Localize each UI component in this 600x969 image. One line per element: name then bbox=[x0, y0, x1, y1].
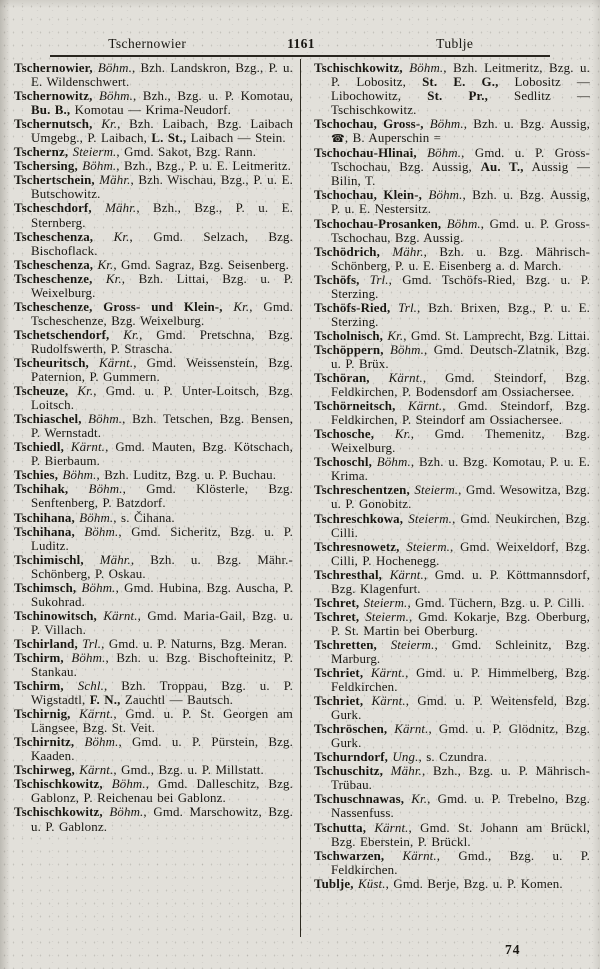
entry-headword: Tschirm, bbox=[14, 650, 64, 665]
gazetteer-entry bbox=[14, 637, 293, 651]
gazetteer-entry bbox=[14, 412, 293, 440]
entry-headword: Tschihana, bbox=[14, 524, 75, 539]
crownland-abbrev: Böhm. bbox=[74, 524, 119, 539]
entry-headword: Tschihana, bbox=[14, 510, 75, 525]
entry-text: , Gmd. Maria-Gail, Bzg. u. P. Villach. bbox=[31, 608, 293, 637]
entry-headword: Tschret, bbox=[314, 609, 360, 624]
crownland-abbrev: Böhm. bbox=[68, 482, 123, 497]
crownland-abbrev: Böhm. bbox=[422, 188, 463, 203]
crownland-abbrev: Steierm. bbox=[359, 595, 408, 610]
entry-headword: Tschörneitsch, bbox=[314, 399, 396, 414]
entry-text: , Gmd. u. P. Köttmannsdorf, Bzg. Klagenfurt. bbox=[331, 567, 590, 596]
crownland-abbrev: Kärnt. bbox=[70, 707, 114, 722]
entry-headword: Tscheschenza, bbox=[14, 257, 94, 272]
entry-text: , Gmd. u. P. Glödnitz, Bzg. Gurk. bbox=[331, 722, 590, 751]
entry-text: , Bzh., Bzg., P. u. E. Leitmeritz. bbox=[116, 159, 291, 174]
gazetteer-entry bbox=[14, 651, 293, 679]
entry-headword: Tschiaschel, bbox=[14, 412, 82, 427]
gazetteer-entry bbox=[314, 399, 590, 427]
entry-text: , Gmd. St. Johann am Brückl, Bzg. Eberstein, P. Brückl. bbox=[331, 820, 590, 849]
crownland-abbrev: Kr. bbox=[68, 384, 94, 399]
entry-text: , Bzh. u. Bzg. Aussig, P. u. E. Nestersitz. bbox=[331, 188, 590, 217]
gazetteer-entry bbox=[314, 427, 590, 455]
gazetteer-entry bbox=[314, 722, 590, 750]
gazetteer-entry bbox=[14, 679, 293, 707]
entry-text: , Gmd. Steindorf, Bzg. Feldkirchen, P. Bodensdorf am Ossiachersee. bbox=[331, 371, 590, 400]
gazetteer-entry bbox=[314, 877, 590, 891]
entry-text: , Gmd., Bzg. u. P. Millstatt. bbox=[113, 763, 264, 778]
entry-headword: Tschresnowetz, bbox=[314, 539, 400, 554]
crownland-abbrev: Mähr. bbox=[383, 764, 422, 779]
entry-text: , Bzh. Wischau, Bzg., P. u. E. Butschowitz. bbox=[31, 173, 294, 202]
entry-text: , Gmd. u. P. Himmelberg, Bzg. Feldkirchen. bbox=[331, 666, 590, 695]
railway-abbrev: Bu. B., bbox=[31, 103, 71, 118]
crownland-abbrev: Böhm. bbox=[383, 342, 424, 357]
gazetteer-entry bbox=[14, 230, 293, 258]
gazetteer-entry bbox=[14, 159, 293, 173]
crownland-abbrev: Mähr. bbox=[83, 552, 131, 567]
crownland-abbrev: Steierm. bbox=[359, 609, 409, 624]
telephone-icon: ☎ bbox=[331, 132, 345, 146]
entry-headword: Tschernowier, bbox=[14, 61, 93, 75]
entry-text: , Bzh. u. Bzg. Mährisch-Schönberg, P. u. E. Eisenberg a. d. March. bbox=[331, 244, 590, 273]
crownland-abbrev: Böhm. bbox=[76, 580, 116, 595]
entry-headword: Tschersing, bbox=[14, 159, 78, 174]
entry-text: , Gmd. u. P. Gross-Tschochau, Bzg. Aussig, bbox=[331, 146, 590, 175]
entry-headword: Tschochau-Hlinai, bbox=[314, 146, 417, 161]
crownland-abbrev: Böhm. bbox=[423, 117, 464, 132]
entry-text: , Gmd. Wesowitza, Bzg. u. P. Gonobitz. bbox=[331, 483, 590, 512]
running-header bbox=[55, 36, 547, 52]
entry-headword: Tschies, bbox=[14, 468, 59, 483]
railway-abbrev: Au. T., bbox=[480, 160, 524, 175]
entry-text: , Gmd. Kokarje, Bzg. Oberburg, P. St. Martin bei Oberburg. bbox=[331, 609, 590, 638]
entry-text: , Gmd. Deutsch-Zlatnik, Bzg. u. P. Brüx. bbox=[331, 342, 590, 371]
crownland-abbrev: Kärnt. bbox=[363, 694, 406, 709]
crownland-abbrev: Steierm. bbox=[376, 637, 435, 652]
entry-text: Lobositz — Libochowitz, bbox=[331, 75, 590, 104]
entry-text: , B. Auperschin = bbox=[344, 131, 442, 146]
entry-text: , Bzh. Tetschen, Bzg. Bensen, P. Wernstadt. bbox=[31, 412, 293, 441]
gazetteer-entry bbox=[314, 568, 590, 596]
gazetteer-entry bbox=[14, 805, 293, 833]
gazetteer-entry bbox=[314, 371, 590, 399]
entry-text: , Gmd. Weissenstein, Bzg. Paternion, P. Gummern. bbox=[31, 355, 293, 385]
entry-text: , Bzh., Bzg., P. u. E. Sternberg. bbox=[31, 201, 293, 230]
header-rule bbox=[50, 55, 550, 57]
entry-text: , Gmd. Themenitz, Bzg. Weixelburg. bbox=[331, 427, 591, 456]
crownland-abbrev: Kr. bbox=[383, 328, 404, 343]
header-keyword-left: Tschernowier bbox=[108, 36, 187, 51]
gazetteer-entry bbox=[314, 245, 590, 273]
gazetteer-entry bbox=[14, 328, 293, 356]
crownland-abbrev: Böhm. bbox=[102, 805, 144, 820]
entry-headword: Tschuschitz, bbox=[314, 764, 384, 779]
page-number: 1161 bbox=[287, 36, 315, 51]
entry-headword: Tschimischl, bbox=[14, 552, 84, 567]
entry-text: Laibach — Stein. bbox=[186, 131, 286, 146]
crownland-abbrev: Schl. bbox=[63, 679, 104, 694]
entry-headword: Tschreschentzen, bbox=[314, 483, 410, 498]
entry-text: , Gmd. u. P. Gross-Tschochau, Bzg. Aussig. bbox=[331, 216, 590, 245]
gazetteer-entry bbox=[314, 273, 590, 301]
gazetteer-entry bbox=[314, 117, 590, 146]
gazetteer-entry bbox=[14, 61, 293, 89]
signature-number: 74 bbox=[505, 942, 521, 957]
entry-text: , Bzh. u. Bzg. Mähr.-Schönberg, P. Oskau. bbox=[31, 552, 294, 581]
entry-text: , Bzh. Troppau, Bzg. u. P. Wigstadtl, bbox=[31, 679, 293, 708]
entry-headword: Tscheschenza, bbox=[14, 229, 94, 244]
crownland-abbrev: Kärnt. bbox=[369, 371, 423, 386]
entry-headword: Tschochau, Klein-, bbox=[314, 188, 423, 203]
railway-abbrev: St. E. G., bbox=[422, 75, 499, 90]
entry-text: , Bzh. Leitmeritz, Bzg. u. P. Lobositz, bbox=[331, 61, 591, 90]
crownland-abbrev: Böhm. bbox=[63, 650, 106, 665]
gazetteer-entry bbox=[14, 300, 293, 328]
gazetteer-entry bbox=[14, 581, 293, 609]
entry-text: , Gmd. Hubina, Bzg. Auscha, P. Sukohrad. bbox=[31, 580, 293, 609]
entry-headword: Tschret, bbox=[314, 595, 360, 610]
entry-headword: Tschernowitz, bbox=[14, 89, 93, 104]
gazetteer-entry bbox=[14, 173, 293, 201]
entry-headword: Tschirnig, bbox=[14, 707, 71, 722]
entry-text: , Bzh. Landskron, Bzg., P. u. E. Wildenschwert. bbox=[31, 61, 294, 90]
entry-text: , Gmd. Weixeldorf, Bzg. Cilli, P. Hochenegg. bbox=[331, 539, 590, 568]
crownland-abbrev: Böhm. bbox=[416, 146, 462, 161]
crownland-abbrev: Böhm. bbox=[102, 777, 146, 792]
crownland-abbrev: Kärnt. bbox=[74, 763, 114, 778]
entry-headword: Tschresthal, bbox=[314, 567, 383, 582]
entry-headword: Tschröschen, bbox=[314, 722, 388, 737]
crownland-abbrev: Böhm. bbox=[402, 61, 444, 75]
crownland-abbrev: Kr. bbox=[222, 299, 250, 314]
entry-text: , Gmd. Tscheschenze, Bzg. Weixelburg. bbox=[31, 299, 293, 328]
gazetteer-entry bbox=[14, 145, 293, 159]
entry-headword: Tschwarzen, bbox=[314, 848, 385, 863]
crownland-abbrev: Kr. bbox=[92, 271, 122, 286]
gazetteer-entry bbox=[314, 61, 590, 117]
entry-headword: Tscheuze, bbox=[14, 384, 69, 399]
entry-headword: Tschetschendorf, bbox=[14, 327, 110, 342]
gazetteer-entry bbox=[314, 666, 590, 694]
gazetteer-entry bbox=[314, 343, 590, 371]
entry-text: , s. Czundra. bbox=[418, 750, 488, 765]
crownland-abbrev: Mähr. bbox=[91, 201, 137, 216]
entry-text: Zauchtl — Bautsch. bbox=[120, 693, 234, 708]
entry-text: , Gmd. Steindorf, Bzg. Feldkirchen, P. Steindorf am Ossiachersee. bbox=[331, 399, 590, 428]
gazetteer-entry bbox=[14, 777, 293, 805]
entry-text: , Gmd. u. P. Trebelno, Bzg. Nassenfuss. bbox=[331, 792, 590, 821]
entry-headword: Tschoschl, bbox=[314, 455, 372, 470]
crownland-abbrev: Kr. bbox=[93, 229, 130, 244]
entry-headword: Tschirland, bbox=[14, 636, 78, 651]
entry-text: , Gmd., Bzg. u. P. Feldkirchen. bbox=[331, 848, 590, 877]
entry-headword: Tschinowitsch, bbox=[14, 608, 97, 623]
entry-text: , Bzh., Bzg. u. P. Komotau, bbox=[133, 89, 293, 104]
gazetteer-entry bbox=[314, 610, 590, 638]
entry-headword: Tschöfs, bbox=[314, 272, 360, 287]
crownland-abbrev: Ung. bbox=[388, 750, 419, 765]
entry-headword: Tschöppern, bbox=[314, 342, 384, 357]
entry-headword: Tschimsch, bbox=[14, 580, 77, 595]
entry-text: , Bzh. u. Bzg. Aussig, bbox=[463, 117, 590, 132]
entry-headword: Tschirm, bbox=[14, 679, 64, 694]
gazetteer-entry bbox=[14, 482, 293, 510]
crownland-abbrev: Mähr. bbox=[380, 244, 424, 259]
crownland-abbrev: Steierm. bbox=[68, 145, 117, 160]
entry-text: , Bzh. Luditz, Bzg. u. P. Buchau. bbox=[96, 468, 277, 483]
crownland-abbrev: Kärnt. bbox=[88, 355, 134, 370]
crownland-abbrev: Böhm. bbox=[92, 61, 132, 75]
entry-text: , Gmd. Klösterle, Bzg. Senftenberg, P. Batzdorf. bbox=[31, 482, 294, 511]
entry-headword: Tschochau-Prosanken, bbox=[314, 216, 442, 231]
entry-headword: Tscholnisch, bbox=[314, 328, 384, 343]
gazetteer-entry bbox=[14, 763, 293, 777]
crownland-abbrev: Steierm. bbox=[399, 539, 451, 554]
entry-text: , Gmd. u. P. Unter-Loitsch, Bzg. Loitsch. bbox=[31, 384, 293, 413]
entry-text: , Gmd. Neukirchen, Bzg. Cilli. bbox=[331, 511, 590, 540]
railway-abbrev: L. St., bbox=[151, 131, 187, 146]
gazetteer-entry bbox=[314, 694, 590, 722]
crownland-abbrev: Kärnt. bbox=[384, 848, 437, 863]
entry-text: , Bzh. u. Bzg. Bischofteinitz, P. Stankau. bbox=[31, 650, 294, 680]
entry-text: , Bzh. Littai, Bzg. u. P. Weixelburg. bbox=[31, 271, 293, 300]
entry-headword: Tschretten, bbox=[314, 637, 377, 652]
railway-abbrev: St. Pr., bbox=[427, 89, 488, 104]
entry-headword: Tschutta, bbox=[314, 820, 367, 835]
gazetteer-entry bbox=[314, 146, 590, 188]
crownland-abbrev: Mähr. bbox=[94, 173, 131, 188]
entry-headword: Tschödrich, bbox=[314, 244, 381, 259]
crownland-abbrev: Kr. bbox=[404, 792, 428, 807]
crownland-abbrev: Kärnt. bbox=[363, 666, 406, 681]
gazetteer-entry bbox=[314, 764, 590, 792]
gazetteer-entry bbox=[14, 440, 293, 468]
entry-text: , Gmd. u. P. Weitensfeld, Bzg. Gurk. bbox=[331, 694, 590, 723]
crownland-abbrev: Kärnt. bbox=[382, 567, 424, 582]
column-left bbox=[14, 61, 293, 891]
entry-headword: Tschirweg, bbox=[14, 763, 75, 778]
gazetteer-entry bbox=[314, 188, 590, 216]
entry-text: , Gmd. Schleinitz, Bzg. Marburg. bbox=[331, 637, 590, 666]
gazetteer-entry bbox=[14, 707, 293, 735]
gazetteer-entry bbox=[314, 512, 590, 540]
gazetteer-entry bbox=[14, 117, 293, 145]
crownland-abbrev: Böhm. bbox=[441, 216, 481, 231]
entry-text: , Gmd. Dalleschitz, Bzg. Gablonz, P. Reichenau bei Gablonz. bbox=[31, 777, 294, 806]
gazetteer-entry bbox=[314, 483, 590, 511]
entry-text: , Gmd. Tschöfs-Ried, Bzg. u. P. Sterzing. bbox=[331, 272, 590, 301]
gazetteer-entry bbox=[314, 750, 590, 764]
entry-text: , Gmd. Berje, Bzg. u. P. Komen. bbox=[385, 876, 563, 891]
entry-text: , Gmd. Tüchern, Bzg. u. P. Cilli. bbox=[407, 595, 585, 610]
entry-headword: Tschriet, bbox=[314, 666, 364, 681]
entry-text: Aussig — Bilin, T. bbox=[331, 160, 591, 189]
entry-headword: Tscheschenze, bbox=[14, 271, 93, 286]
crownland-abbrev: Steierm. bbox=[409, 483, 459, 498]
gazetteer-entry bbox=[314, 638, 590, 666]
entry-text: , Gmd. St. Lamprecht, Bzg. Littai. bbox=[403, 328, 590, 343]
gazetteer-entry bbox=[314, 596, 590, 610]
entry-headword: Tschöfs-Ried, bbox=[314, 300, 391, 315]
crownland-abbrev: Kr. bbox=[109, 327, 140, 342]
crownland-abbrev: Trl. bbox=[390, 300, 418, 315]
entry-headword: Tschertschein, bbox=[14, 173, 95, 188]
crownland-abbrev: Trl. bbox=[359, 272, 389, 287]
header-keyword-right: Tublje bbox=[436, 36, 474, 51]
entry-headword: Tschischkowitz, bbox=[14, 777, 103, 792]
crownland-abbrev: Trl. bbox=[77, 636, 102, 651]
gazetteer-entry bbox=[14, 553, 293, 581]
text-block bbox=[14, 61, 590, 891]
crownland-abbrev: Böhm. bbox=[74, 510, 114, 525]
entry-headword: Tschischkowitz, bbox=[314, 61, 403, 75]
crownland-abbrev: Kr. bbox=[92, 117, 118, 132]
gazetteer-entry bbox=[14, 468, 293, 482]
entry-text: , Gmd. u. P. St. Georgen am Längsee, Bzg. St. Veit. bbox=[31, 707, 293, 736]
entry-text: , Gmd. Sakot, Bzg. Rann. bbox=[116, 145, 257, 160]
entry-text: , Gmd. Mauten, Bzg. Kötschach, P. Bierbaum. bbox=[31, 440, 293, 469]
entry-headword: Tschirnitz, bbox=[14, 735, 75, 750]
crownland-abbrev: Kärnt. bbox=[395, 399, 443, 414]
gazetteer-entry bbox=[314, 540, 590, 568]
crownland-abbrev: Steierm. bbox=[403, 511, 453, 526]
gazetteer-entry bbox=[14, 356, 293, 384]
entry-text: , Bzh. Laibach, Bzg. Laibach Umgebg., P. Laibach, bbox=[31, 117, 293, 146]
gazetteer-entry bbox=[14, 384, 293, 412]
entry-headword: Tschuschnawas, bbox=[314, 792, 405, 807]
entry-text: , Gmd. Selzach, Bzg. Bischoflack. bbox=[31, 229, 293, 258]
entry-text: , s. Čihana. bbox=[113, 510, 175, 525]
gazetteer-entry bbox=[314, 455, 590, 483]
gazetteer-entry bbox=[14, 609, 293, 637]
entry-text: , Bzh. u. Bzg. Komotau, P. u. E. Krima. bbox=[331, 455, 590, 484]
entry-headword: Tschochau, Gross-, bbox=[314, 117, 424, 132]
entry-headword: Tschiedl, bbox=[14, 440, 64, 455]
crownland-abbrev: Böhm. bbox=[58, 468, 97, 483]
gazetteer-entry bbox=[314, 301, 590, 329]
entry-headword: Tschöran, bbox=[314, 371, 370, 386]
entry-text: Sedlitz — Tschischkowitz. bbox=[331, 89, 590, 118]
gazetteer-entry bbox=[14, 272, 293, 300]
crownland-abbrev: Böhm. bbox=[371, 455, 411, 470]
gazetteer-entry bbox=[314, 821, 590, 849]
entry-text: , Gmd. Pretschna, Bzg. Rudolfswerth, P. Strascha. bbox=[31, 327, 293, 356]
entry-headword: Tschurndorf, bbox=[314, 750, 389, 765]
gazetteer-entry bbox=[314, 792, 590, 820]
crownland-abbrev: Kärnt. bbox=[387, 722, 429, 737]
railway-abbrev: F. N., bbox=[89, 693, 121, 708]
entry-headword: Tscheschdorf, bbox=[14, 201, 92, 216]
entry-headword: Tschernutsch, bbox=[14, 117, 93, 132]
crownland-abbrev: Kärnt. bbox=[63, 440, 106, 455]
entry-text: Komotau — Krima-Neudorf. bbox=[70, 103, 231, 118]
entry-text: , Gmd. Sicheritz, Bzg. u. P. Luditz. bbox=[31, 524, 294, 553]
gazetteer-entry bbox=[14, 525, 293, 553]
entry-headword: Tublje, bbox=[314, 876, 354, 891]
column-right bbox=[314, 61, 590, 891]
crownland-abbrev: Kärnt. bbox=[96, 608, 138, 623]
entry-headword: Tscheschenze, Gross- und Klein-, bbox=[14, 299, 223, 314]
gazetteer-entry bbox=[14, 201, 293, 229]
entry-headword: Tschihak, bbox=[14, 482, 69, 497]
crownland-abbrev: Kärnt. bbox=[366, 820, 409, 835]
crownland-abbrev: Böhm. bbox=[92, 89, 134, 104]
crownland-abbrev: Küst. bbox=[353, 876, 386, 891]
crownland-abbrev: Böhm. bbox=[77, 159, 117, 174]
entry-text: , Gmd. u. P. Pürstein, Bzg. Kaaden. bbox=[31, 735, 294, 764]
entry-text: , Bzh. Brixen, Bzg., P. u. E. Sterzing. bbox=[331, 300, 590, 329]
gazetteer-entry bbox=[314, 329, 590, 343]
entry-headword: Tschernz, bbox=[14, 145, 69, 160]
crownland-abbrev: Kr. bbox=[93, 257, 114, 272]
crownland-abbrev: Kr. bbox=[374, 427, 411, 442]
entry-text: , Gmd. u. P. Naturns, Bzg. Meran. bbox=[101, 636, 288, 651]
crownland-abbrev: Böhm. bbox=[74, 735, 119, 750]
gazetteer-entry bbox=[14, 511, 293, 525]
gazetteer-entry bbox=[314, 849, 590, 877]
entry-headword: Tscheuritsch, bbox=[14, 355, 89, 370]
entry-text: , Gmd. Sagraz, Bzg. Seisenberg. bbox=[113, 257, 290, 272]
gazetteer-entry bbox=[14, 89, 293, 117]
entry-text: , Gmd. Marschowitz, Bzg. u. P. Gablonz. bbox=[31, 805, 293, 834]
gazetteer-entry bbox=[314, 217, 590, 245]
gazetteer-entry bbox=[14, 258, 293, 272]
entry-headword: Tschischkowitz, bbox=[14, 805, 103, 820]
entry-headword: Tschreschkowa, bbox=[314, 511, 404, 526]
crownland-abbrev: Böhm. bbox=[81, 412, 123, 427]
gazetteer-entry bbox=[14, 735, 293, 763]
entry-headword: Tschriet, bbox=[314, 694, 364, 709]
entry-text: , Bzh., Bzg. u. P. Mährisch-Trübau. bbox=[331, 764, 591, 793]
entry-headword: Tschosche, bbox=[314, 427, 375, 442]
